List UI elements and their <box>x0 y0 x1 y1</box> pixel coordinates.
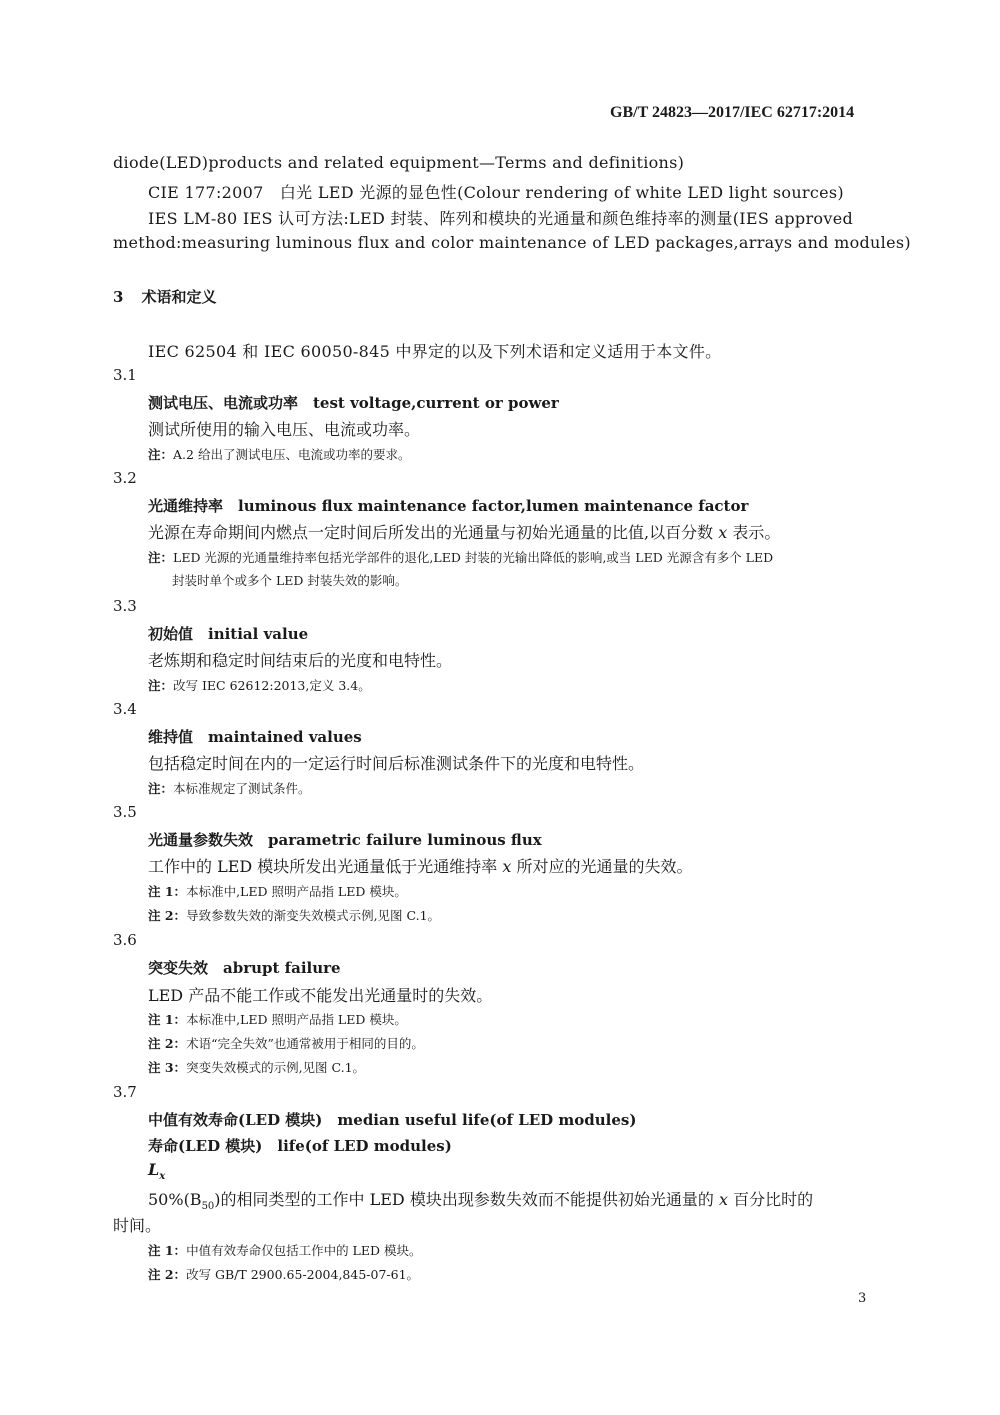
term-symbol: $L_x$ <box>148 1160 166 1183</box>
section-heading <box>113 286 216 307</box>
term-number: 3.2 <box>113 469 137 487</box>
term-note: 注：LED 光源的光通量维持率包括光学部件的退化,LED 封装的光输出降低的影响,或当 LED 光源含有多个 LED <box>148 550 774 565</box>
section-number: 3 <box>113 288 124 306</box>
term-title: 初始值 initial value <box>148 625 309 643</box>
term-note: 注：本标准规定了测试条件。 <box>148 781 311 796</box>
term-title-alt: 寿命(LED 模块) life(of LED modules) <box>148 1137 452 1155</box>
term-number: 3.1 <box>113 366 137 384</box>
term-note: 注 2：导致参数失效的渐变失效模式示例,见图 C.1。 <box>148 908 441 923</box>
term-note-continuation: 封装时单个或多个 LED 封装失效的影响。 <box>172 573 408 588</box>
term-title: 维持值 maintained values <box>148 728 362 746</box>
ref-line-3: IES LM-80 IES 认可方法:LED 封装、阵列和模块的光通量和颜色维持率的测量(IES approved <box>148 209 854 228</box>
term-number: 3.3 <box>113 597 137 615</box>
term-note: 注：A.2 给出了测试电压、电流或功率的要求。 <box>148 447 411 462</box>
term-number: 3.7 <box>113 1083 137 1101</box>
term-number: 3.5 <box>113 803 137 821</box>
term-title: 测试电压、电流或功率 test voltage,current or power <box>148 394 559 412</box>
term-definition: $50\%(B_{50})$的相同类型的工作中 LED 模块出现参数失效而不能提供初始光通量的 x 百分比时的 <box>148 1190 814 1213</box>
term-note: 注 2：改写 GB/T 2900.65-2004,845-07-61。 <box>148 1267 420 1282</box>
standard-header: GB/T 24823—2017/IEC 62717:2014 <box>610 104 855 121</box>
term-definition-continuation: 时间。 <box>113 1216 162 1235</box>
term-note: 注 3：突变失效模式的示例,见图 C.1。 <box>148 1060 366 1075</box>
intro-paragraph: IEC 62504 和 IEC 60050-845 中界定的以及下列术语和定义适用于本文件。 <box>148 342 722 361</box>
term-definition: 包括稳定时间在内的一定运行时间后标准测试条件下的光度和电特性。 <box>148 754 645 773</box>
term-number: 3.6 <box>113 931 137 949</box>
term-note: 注 2：术语“完全失效”也通常被用于相同的目的。 <box>148 1036 424 1051</box>
term-note: 注 1：中值有效寿命仅包括工作中的 LED 模块。 <box>148 1243 422 1258</box>
term-note: 注 1：本标准中,LED 照明产品指 LED 模块。 <box>148 884 407 899</box>
ref-line-2: CIE 177:2007 白光 LED 光源的显色性(Colour rendering of white LED light sources) <box>148 183 844 202</box>
term-note: 注 1：本标准中,LED 照明产品指 LED 模块。 <box>148 1012 407 1027</box>
term-definition: 工作中的 LED 模块所发出光通量低于光通维持率 x 所对应的光通量的失效。 <box>148 857 693 876</box>
term-title: 中值有效寿命(LED 模块) median useful life(of LED modules) <box>148 1111 637 1129</box>
term-title: 突变失效 abrupt failure <box>148 959 341 977</box>
term-title: 光通量参数失效 parametric failure luminous flux <box>148 831 542 849</box>
term-definition: 测试所使用的输入电压、电流或功率。 <box>148 420 421 439</box>
page-number: 3 <box>858 1291 867 1306</box>
ref-line-1: diode(LED)products and related equipment—Terms and definitions) <box>113 153 685 172</box>
term-definition: 老炼期和稳定时间结束后的光度和电特性。 <box>148 651 453 670</box>
ref-line-4: method:measuring luminous flux and color maintenance of LED packages,arrays and modules) <box>113 233 911 252</box>
term-definition: LED 产品不能工作或不能发出光通量时的失效。 <box>148 986 493 1005</box>
term-note: 注：改写 IEC 62612:2013,定义 3.4。 <box>148 678 371 693</box>
term-title: 光通维持率 luminous flux maintenance factor,lumen maintenance factor <box>148 497 749 515</box>
term-definition: 光源在寿命期间内燃点一定时间后所发出的光通量与初始光通量的比值,以百分数 x 表示。 <box>148 523 781 542</box>
term-number: 3.4 <box>113 700 137 718</box>
section-title: 术语和定义 <box>141 288 217 306</box>
